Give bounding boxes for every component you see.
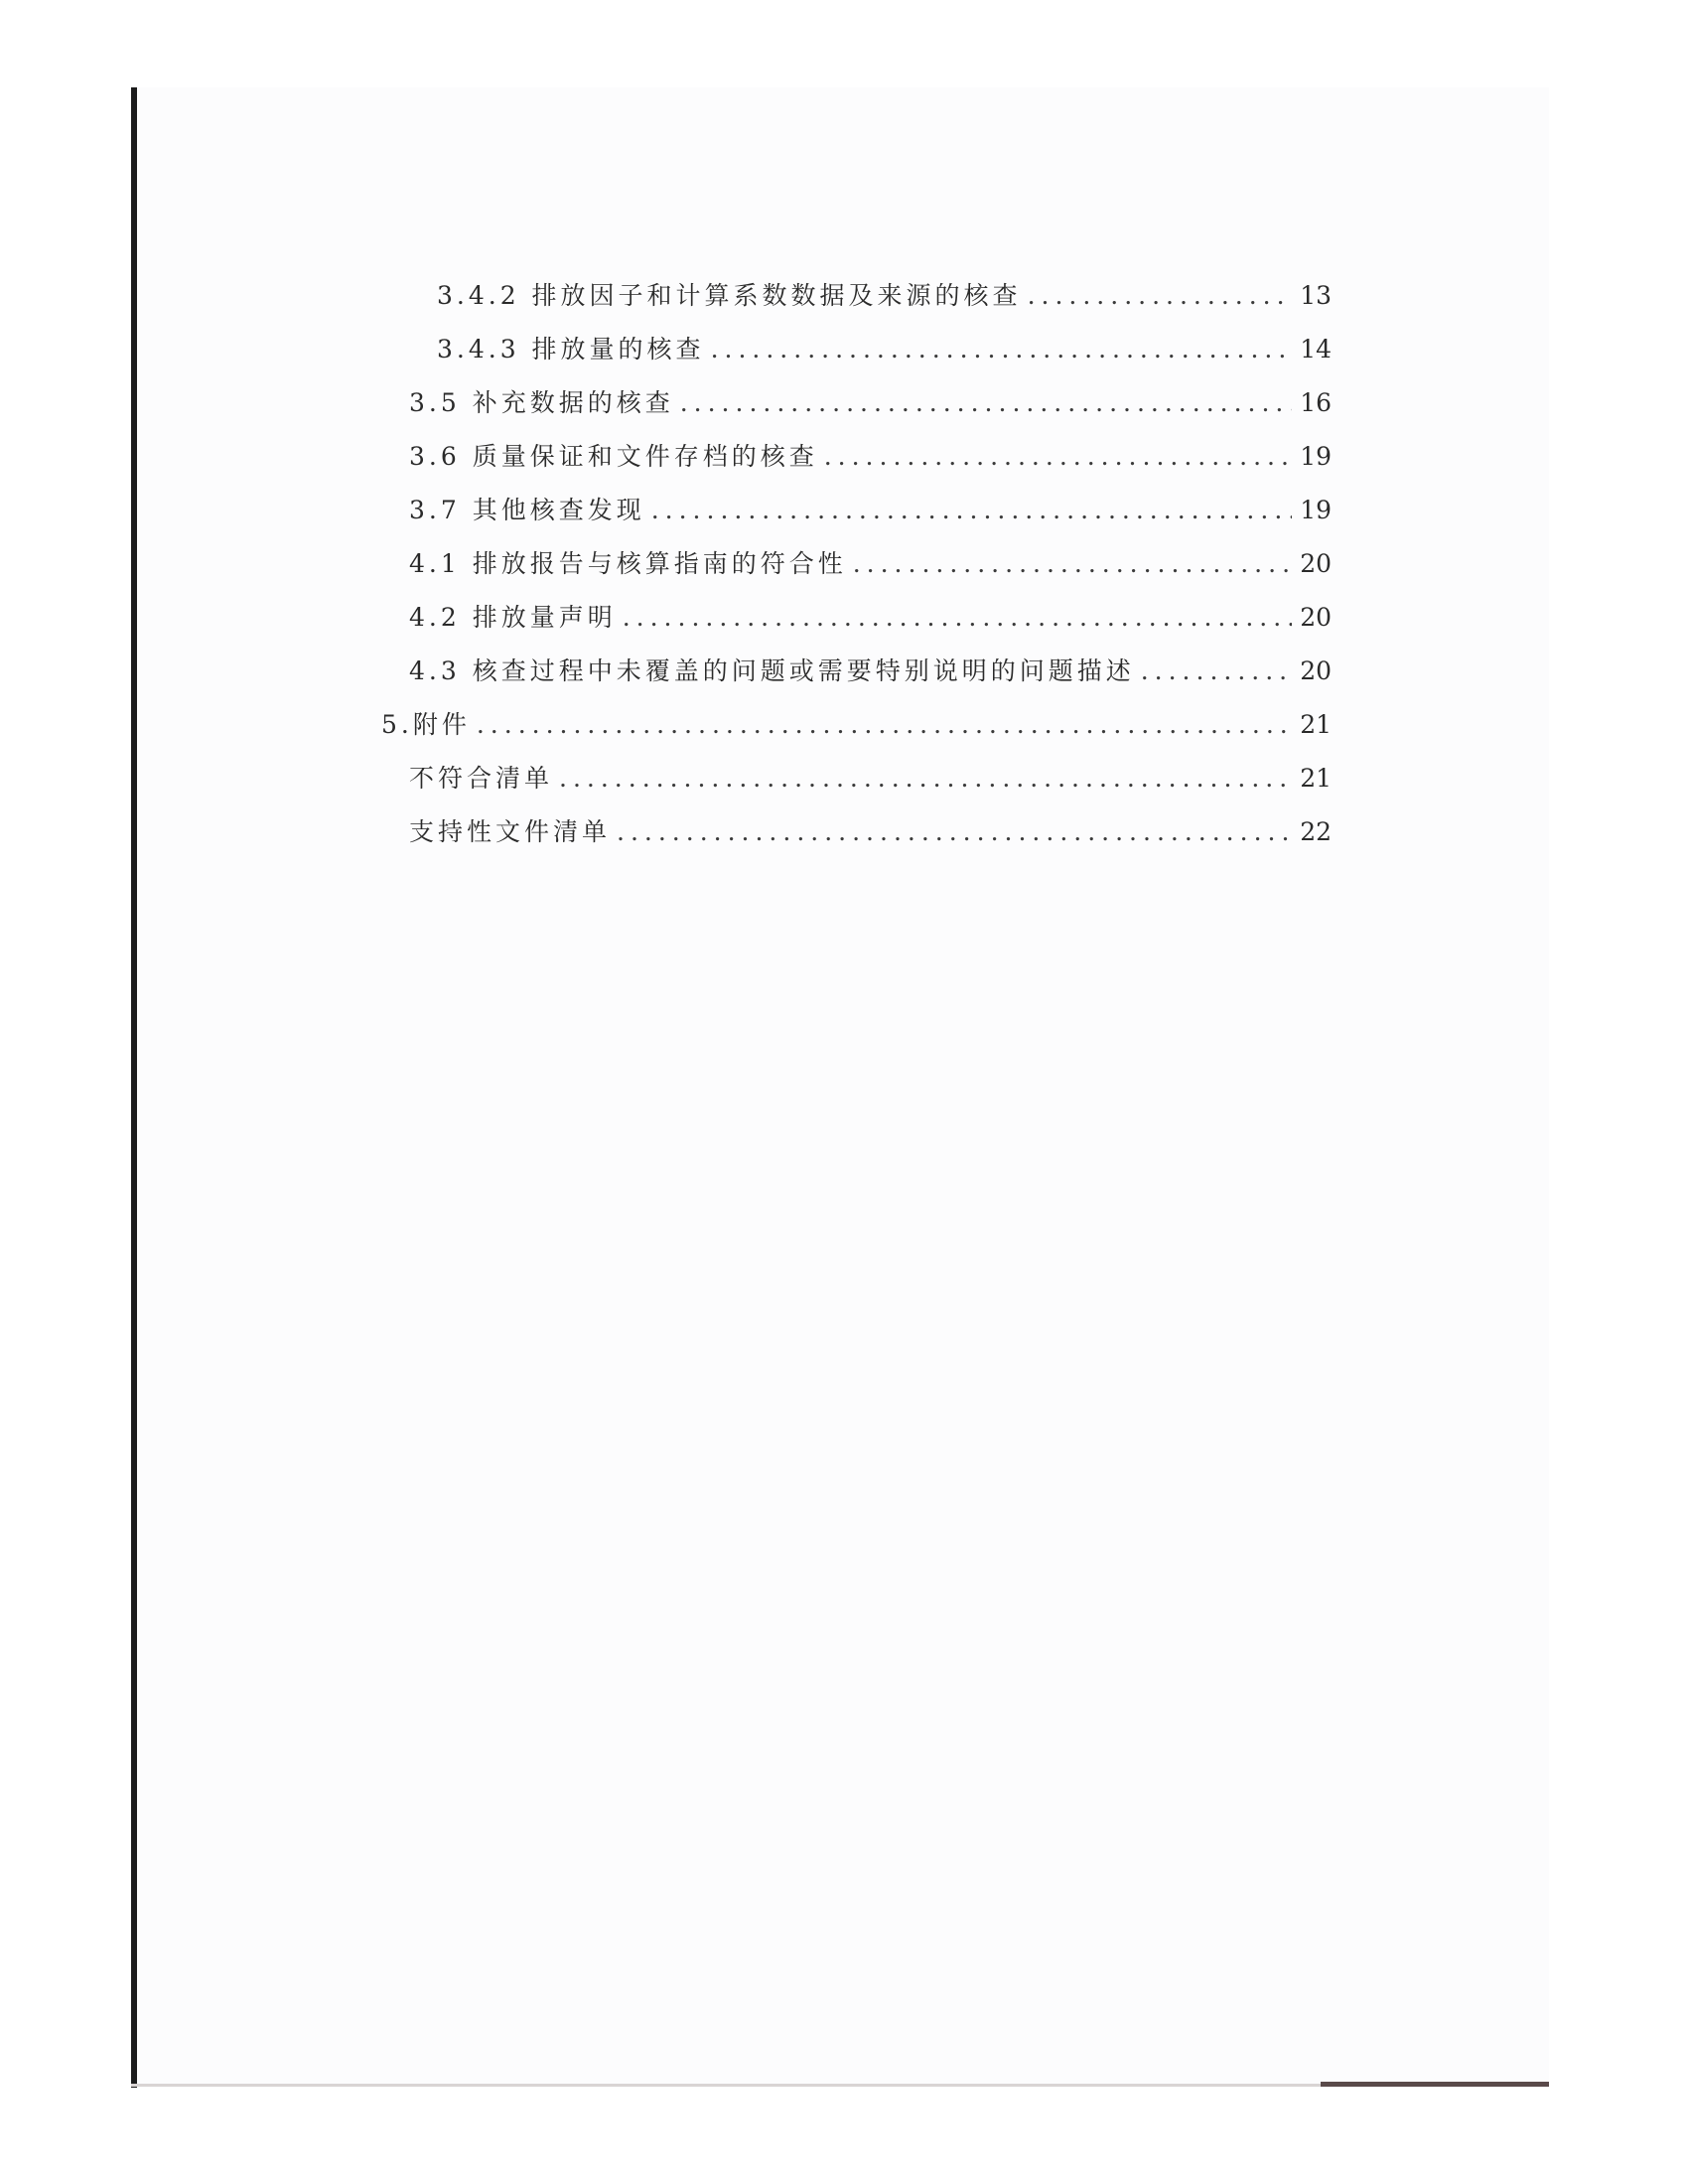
toc-entry-page: 20	[1300, 603, 1332, 632]
toc-entry-3-4-2[interactable]	[437, 276, 1332, 320]
toc-entry-title: 4.3 核查过程中未覆盖的问题或需要特别说明的问题描述	[409, 656, 1135, 685]
toc-dot-leader	[680, 388, 1292, 417]
toc-dot-leader	[824, 442, 1292, 471]
table-of-contents	[0, 0, 1687, 894]
toc-entry-page: 20	[1300, 549, 1332, 578]
toc-entry-4-3[interactable]	[409, 652, 1332, 695]
toc-dot-leader	[477, 710, 1292, 739]
toc-entry-title: 3.7 其他核查发现	[409, 496, 645, 524]
toc-entry-title: 4.1 排放报告与核算指南的符合性	[409, 549, 847, 578]
toc-dot-leader	[623, 603, 1292, 632]
toc-entry-page: 20	[1300, 656, 1332, 685]
toc-entry-title: 4.2 排放量声明	[409, 603, 617, 632]
toc-dot-leader	[1028, 281, 1293, 310]
toc-dot-leader	[853, 549, 1292, 578]
toc-entry-page: 16	[1300, 388, 1332, 417]
toc-entry-page: 19	[1300, 496, 1332, 524]
toc-entry-title: 3.4.2 排放因子和计算系数数据及来源的核查	[437, 281, 1022, 310]
toc-entry-nonconformity-list[interactable]	[409, 759, 1332, 802]
toc-entry-page: 13	[1300, 281, 1332, 310]
toc-dot-leader	[711, 335, 1293, 364]
toc-entry-3-6[interactable]	[409, 437, 1332, 481]
toc-entry-page: 22	[1300, 817, 1332, 846]
toc-entry-title: 5.附件	[381, 710, 471, 739]
toc-entry-3-7[interactable]	[409, 491, 1332, 534]
toc-entry-page: 21	[1300, 710, 1332, 739]
toc-entry-3-5[interactable]	[409, 383, 1332, 427]
toc-dot-leader	[617, 817, 1292, 846]
toc-entry-4-2[interactable]	[409, 598, 1332, 642]
toc-entry-title: 不符合清单	[409, 764, 554, 793]
toc-dot-leader	[1141, 656, 1292, 685]
toc-entry-3-4-3[interactable]	[437, 330, 1332, 373]
toc-entry-4-1[interactable]	[409, 544, 1332, 588]
toc-entry-page: 19	[1300, 442, 1332, 471]
toc-entry-title: 3.6 质量保证和文件存档的核查	[409, 442, 818, 471]
toc-entry-5[interactable]	[381, 705, 1332, 749]
toc-entry-title: 支持性文件清单	[409, 817, 612, 846]
toc-dot-leader	[651, 496, 1292, 524]
toc-entry-title: 3.5 补充数据的核查	[409, 388, 674, 417]
toc-entry-page: 21	[1300, 764, 1332, 793]
toc-dot-leader	[559, 764, 1292, 793]
toc-entry-supporting-documents[interactable]	[409, 812, 1332, 856]
toc-entry-page: 14	[1300, 335, 1332, 364]
toc-entry-title: 3.4.3 排放量的核查	[437, 335, 705, 364]
scan-bottom-edge-shadow	[1321, 2082, 1549, 2087]
